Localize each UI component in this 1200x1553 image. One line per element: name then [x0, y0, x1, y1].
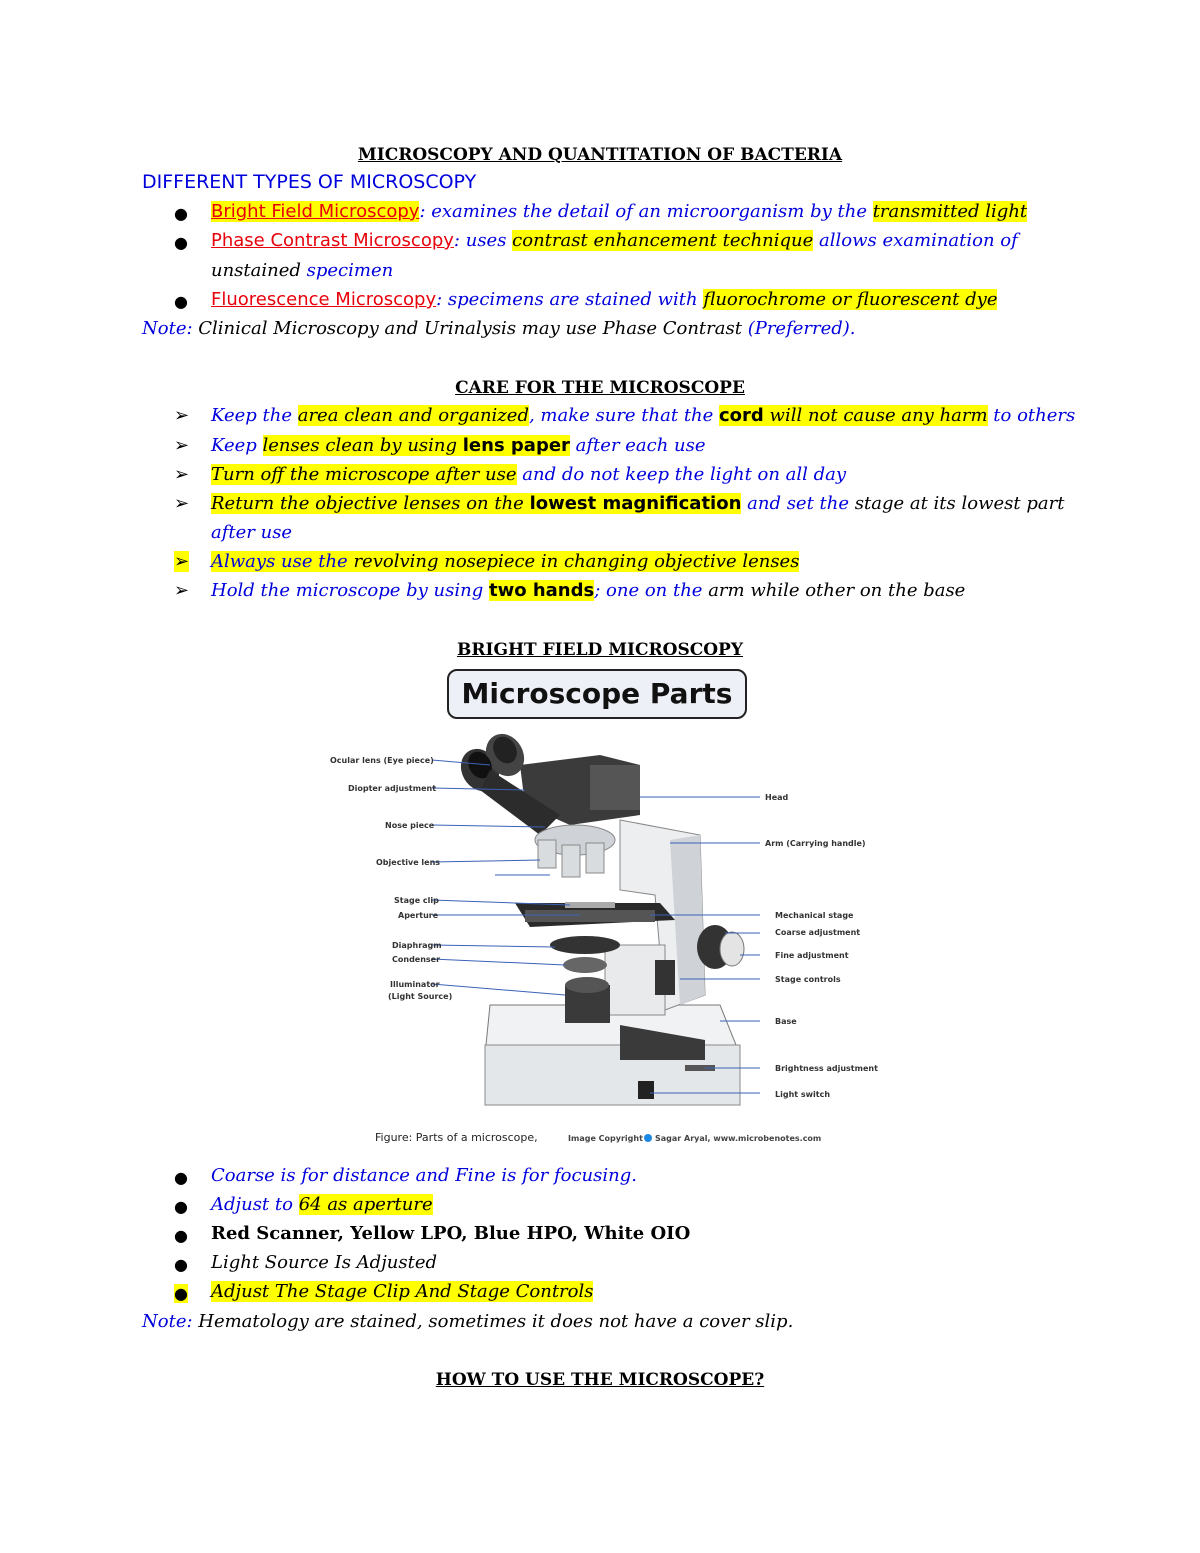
label-stage-controls: Stage controls [775, 975, 841, 984]
microscope-figure [320, 665, 890, 1150]
label-coarse-adjustment: Coarse adjustment [775, 928, 861, 937]
bright-point-3: Red Scanner, Yellow LPO, Blue HPO, White OIO [211, 1223, 691, 1244]
bullet-icon: ● [174, 1284, 188, 1303]
figure-caption: Figure: Parts of a microscope, [375, 1131, 538, 1144]
label-stage-clip: Stage clip [394, 896, 439, 905]
note-text: Hematology are stained, sometimes it does not have a cover slip. [192, 1311, 794, 1332]
note-hematology [142, 1311, 793, 1332]
type-highlight: transmitted light [872, 201, 1028, 222]
label-diopter: Diopter adjustment [348, 784, 437, 793]
bright-point-1: Coarse is for distance and Fine is for focusing. [211, 1165, 637, 1186]
bullet-icon: ● [174, 1168, 188, 1187]
arrow-bullet-icon: ➢ [174, 464, 190, 485]
care-text: Always use the [211, 551, 354, 572]
label-light-source: (Light Source) [388, 992, 453, 1001]
type-highlight: fluorochrome or fluorescent dye [703, 289, 998, 310]
care-text-black: stage at its lowest part [854, 493, 1065, 514]
bullet-icon: ● [174, 292, 188, 311]
page-title: MICROSCOPY AND QUANTITATION OF BACTERIA [357, 145, 843, 165]
care-item-5 [211, 551, 799, 572]
care-text: Keep [211, 435, 263, 456]
care-text: after each use [569, 435, 706, 456]
label-mechanical-stage: Mechanical stage [775, 911, 854, 920]
label-aperture: Aperture [398, 911, 439, 920]
microscope-drawing [453, 727, 744, 1105]
type-desc: examines the detail of an microorganism by the [425, 201, 873, 222]
care-text: ; one on the [594, 580, 709, 601]
type-desc: specimens are stained with [442, 289, 704, 310]
colon: : [436, 289, 443, 310]
types-heading: DIFFERENT TYPES OF MICROSCOPY [142, 171, 477, 193]
bright-point-4: Light Source Is Adjusted [211, 1252, 438, 1273]
label-arm: Arm (Carrying handle) [765, 839, 866, 848]
bullet-icon: ● [174, 1255, 188, 1274]
type-bright-field [211, 201, 1027, 222]
arrow-bullet-icon: ➢ [174, 551, 190, 572]
note-label: Note: [142, 1311, 193, 1332]
type-phase-contrast-cont [211, 260, 393, 281]
care-highlight: Return the objective lenses on the [211, 493, 530, 514]
note-text: Clinical Microscopy and Urinalysis may use Phase Contrast [192, 318, 748, 339]
type-highlight: contrast enhancement technique [512, 230, 814, 251]
label-brightness: Brightness adjustment [775, 1064, 878, 1073]
care-item-3 [211, 464, 846, 485]
care-text: , make sure that the [528, 405, 720, 426]
bullet-icon: ● [174, 204, 188, 223]
colon: : [419, 201, 426, 222]
care-item-2 [211, 435, 706, 456]
care-text-black: arm while other on the base [708, 580, 966, 601]
type-name: Fluorescence Microscopy [211, 289, 437, 310]
type-desc-2: allows examination of [813, 230, 1018, 251]
point-highlight: Adjust The Stage Clip And Stage Controls [211, 1281, 594, 1302]
arrow-bullet-icon: ➢ [174, 493, 190, 514]
care-highlight: Turn off the microscope after use [211, 464, 517, 485]
care-bold: lowest magnification [529, 493, 742, 514]
label-nose-piece: Nose piece [385, 821, 435, 830]
label-fine-adjustment: Fine adjustment [775, 951, 849, 960]
bullet-icon: ● [174, 233, 188, 252]
care-item-4-cont: after use [211, 522, 293, 543]
how-to-use-heading: HOW TO USE THE MICROSCOPE? [435, 1370, 765, 1390]
label-ocular-lens: Ocular lens (Eye piece) [330, 756, 434, 765]
care-heading: CARE FOR THE MICROSCOPE [455, 378, 745, 398]
care-text: Keep the [211, 405, 298, 426]
type-phase-contrast [211, 230, 1018, 251]
care-bold: two hands [488, 580, 595, 601]
point-highlight: 64 as aperture [298, 1194, 433, 1215]
arrow-bullet-icon: ➢ [174, 405, 190, 426]
copyright-icon [644, 1134, 652, 1142]
care-text: Hold the microscope by using [211, 580, 489, 601]
figure-credit: Sagar Aryal, www.microbenotes.com [655, 1134, 822, 1143]
banner-title: Microscope Parts [461, 677, 733, 710]
care-item-4 [211, 493, 1064, 514]
type-desc: uses [460, 230, 513, 251]
bullet-icon: ● [174, 1197, 188, 1216]
note-preferred: (Preferred). [747, 318, 856, 339]
note-clinical [142, 318, 856, 339]
bullet-icon: ● [174, 1226, 188, 1245]
care-highlight: will not cause any harm [763, 405, 988, 426]
type-cont: unstained [211, 260, 301, 281]
type-fluorescence [211, 289, 997, 310]
care-bold: lens paper [462, 435, 570, 456]
arrow-bullet-icon: ➢ [174, 580, 190, 601]
label-illuminator: Illuminator [390, 980, 440, 989]
label-condenser: Condenser [392, 955, 441, 964]
type-name: Bright Field Microscopy [211, 201, 420, 222]
arrow-bullet-icon: ➢ [174, 435, 190, 456]
label-base: Base [775, 1017, 797, 1026]
label-objective-lens: Objective lens [376, 858, 441, 867]
type-name: Phase Contrast Microscopy [211, 230, 454, 251]
type-cont-2: specimen [300, 260, 394, 281]
care-item-1 [211, 405, 1075, 426]
care-highlight: area clean and organized [297, 405, 529, 426]
colon: : [453, 230, 460, 251]
bright-field-heading: BRIGHT FIELD MICROSCOPY [457, 640, 743, 660]
bright-point-5 [211, 1281, 593, 1302]
care-text: and do not keep the light on all day [516, 464, 847, 485]
care-bold: cord [719, 405, 764, 426]
label-diaphragm: Diaphragm [392, 941, 442, 950]
care-item-6 [211, 580, 965, 601]
care-text: and set the [741, 493, 855, 514]
care-highlight: revolving nosepiece in changing objective lenses [353, 551, 800, 572]
label-head: Head [765, 793, 789, 802]
care-highlight: lenses clean by using [262, 435, 463, 456]
point-text: Adjust to [211, 1194, 299, 1215]
note-label: Note: [142, 318, 193, 339]
care-text: to others [987, 405, 1076, 426]
bright-point-2 [211, 1194, 433, 1215]
label-light-switch: Light switch [775, 1090, 831, 1099]
figure-copyright: Image Copyright [568, 1134, 643, 1143]
